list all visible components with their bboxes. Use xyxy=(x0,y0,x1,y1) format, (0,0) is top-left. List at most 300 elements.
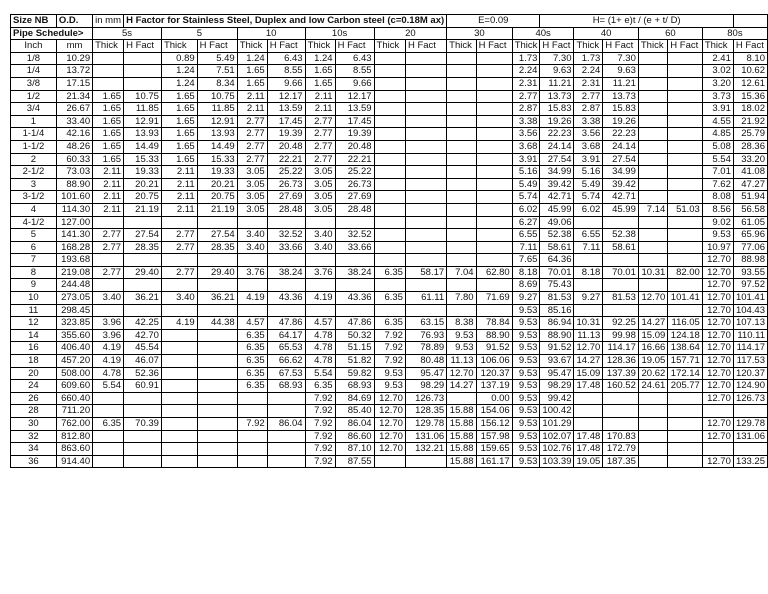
h-factor-cell xyxy=(668,392,703,405)
thickness-cell: 6.35 xyxy=(305,380,335,393)
thickness-cell: 2.77 xyxy=(161,241,197,254)
table-row xyxy=(11,380,768,393)
h-factor-cell xyxy=(197,455,237,468)
h-factor-cell: 12.17 xyxy=(335,90,374,103)
od-cell: 141.30 xyxy=(56,229,92,242)
table-row xyxy=(11,52,768,65)
thickness-cell: 7.62 xyxy=(702,178,733,191)
thickness-cell xyxy=(374,178,405,191)
thickness-cell: 2.77 xyxy=(237,153,267,166)
h-factor-cell xyxy=(668,153,703,166)
h-factor-cell: 22.21 xyxy=(267,153,305,166)
thick-header: Thick xyxy=(574,40,603,53)
h-factor-cell: 80.48 xyxy=(405,355,446,368)
table-row xyxy=(11,304,768,317)
thickness-cell: 1.24 xyxy=(305,52,335,65)
thickness-cell: 4.85 xyxy=(702,128,733,141)
h-factor-cell: 28.48 xyxy=(267,203,305,216)
h-factor-cell: 137.39 xyxy=(603,367,639,380)
h-factor-cell xyxy=(405,166,446,179)
h-factor-cell: 60.91 xyxy=(124,380,162,393)
thickness-cell xyxy=(305,304,335,317)
h-factor-cell: 86.04 xyxy=(267,418,305,431)
thickness-cell xyxy=(574,418,603,431)
hfact-header: H Fact xyxy=(197,40,237,53)
h-factor-cell: 20.21 xyxy=(124,178,162,191)
h-factor-cell xyxy=(476,90,512,103)
thickness-cell: 6.35 xyxy=(237,355,267,368)
thickness-cell: 1.65 xyxy=(161,90,197,103)
thickness-cell xyxy=(374,304,405,317)
size-cell: 6 xyxy=(11,241,57,254)
h-factor-cell: 131.06 xyxy=(405,430,446,443)
h-factor-cell xyxy=(405,203,446,216)
thickness-cell xyxy=(447,77,476,90)
h-factor-cell: 12.91 xyxy=(197,115,237,128)
h-factor-cell: 81.53 xyxy=(540,292,574,305)
h-factor-cell: 38.24 xyxy=(267,266,305,279)
size-cell: 32 xyxy=(11,430,57,443)
h-factor-cell: 49.06 xyxy=(540,216,574,229)
h-factor-cell xyxy=(476,304,512,317)
thickness-cell xyxy=(374,103,405,116)
thickness-cell xyxy=(374,166,405,179)
thickness-cell xyxy=(638,405,667,418)
h-factor-cell xyxy=(124,216,162,229)
h-factor-cell: 17.45 xyxy=(267,115,305,128)
thickness-cell: 2.11 xyxy=(305,90,335,103)
thickness-cell xyxy=(447,166,476,179)
h-factor-cell: 156.12 xyxy=(476,418,512,431)
od-cell: 26.67 xyxy=(56,103,92,116)
h-factor-cell xyxy=(405,128,446,141)
thickness-cell: 12.70 xyxy=(374,405,405,418)
h-factor-cell: 102.76 xyxy=(540,443,574,456)
h-factor-cell: 26.73 xyxy=(267,178,305,191)
thickness-cell: 5.54 xyxy=(305,367,335,380)
h-factor-cell xyxy=(603,216,639,229)
h-factor-cell xyxy=(267,430,305,443)
h-factor-cell: 36.21 xyxy=(197,292,237,305)
h-factor-cell xyxy=(197,367,237,380)
h-factor-cell: 102.07 xyxy=(540,430,574,443)
thickness-cell: 4.57 xyxy=(305,317,335,330)
thickness-cell: 2.41 xyxy=(702,52,733,65)
size-cell: 4-1/2 xyxy=(11,216,57,229)
h-factor-cell xyxy=(476,115,512,128)
od-cell: 762.00 xyxy=(56,418,92,431)
h-factor-cell: 110.11 xyxy=(733,329,767,342)
od-cell: 48.26 xyxy=(56,140,92,153)
thickness-cell xyxy=(237,216,267,229)
thickness-cell xyxy=(93,304,124,317)
thickness-cell xyxy=(447,241,476,254)
thick-header: Thick xyxy=(305,40,335,53)
h-factor-cell: 5.49 xyxy=(197,52,237,65)
thickness-cell: 3.38 xyxy=(574,115,603,128)
thickness-cell: 20.62 xyxy=(638,367,667,380)
h-factor-cell: 86.04 xyxy=(335,418,374,431)
h-factor-cell: 129.78 xyxy=(405,418,446,431)
h-factor-cell: 26.73 xyxy=(335,178,374,191)
h-factor-cell: 28.35 xyxy=(197,241,237,254)
h-factor-cell: 106.06 xyxy=(476,355,512,368)
thickness-cell xyxy=(574,279,603,292)
size-cell: 8 xyxy=(11,266,57,279)
size-cell: 28 xyxy=(11,405,57,418)
h-factor-cell xyxy=(668,128,703,141)
thickness-cell xyxy=(161,355,197,368)
h-factor-cell: 11.85 xyxy=(197,103,237,116)
hfact-header: H Fact xyxy=(124,40,162,53)
thickness-cell xyxy=(638,65,667,78)
thickness-cell: 1.65 xyxy=(161,140,197,153)
h-factor-cell: 27.54 xyxy=(124,229,162,242)
h-factor-cell xyxy=(668,229,703,242)
thickness-cell: 3.68 xyxy=(574,140,603,153)
h-factor-cell xyxy=(197,418,237,431)
h-factor-cell xyxy=(124,52,162,65)
thickness-cell xyxy=(447,52,476,65)
table-row xyxy=(11,229,768,242)
size-cell: 30 xyxy=(11,418,57,431)
thickness-cell: 3.40 xyxy=(305,241,335,254)
thickness-cell xyxy=(161,216,197,229)
thickness-cell: 8.69 xyxy=(512,279,540,292)
thickness-cell: 5.49 xyxy=(512,178,540,191)
h-factor-cell xyxy=(335,254,374,267)
h-factor-cell: 21.19 xyxy=(197,203,237,216)
thick-header: Thick xyxy=(161,40,197,53)
h-factor-cell xyxy=(405,140,446,153)
thickness-cell xyxy=(638,304,667,317)
h-factor-cell: 19.33 xyxy=(124,166,162,179)
thickness-cell: 6.35 xyxy=(237,367,267,380)
thickness-cell: 12.70 xyxy=(447,367,476,380)
h-factor-cell: 51.82 xyxy=(335,355,374,368)
h-factor-cell: 47.86 xyxy=(335,317,374,330)
h-factor-cell: 14.49 xyxy=(124,140,162,153)
thickness-cell xyxy=(161,304,197,317)
h-factor-cell: 159.65 xyxy=(476,443,512,456)
h-factor-cell xyxy=(476,216,512,229)
h-factor-cell: 41.08 xyxy=(733,166,767,179)
thickness-cell: 2.77 xyxy=(161,229,197,242)
thickness-cell: 1.65 xyxy=(93,128,124,141)
h-factor-cell: 47.27 xyxy=(733,178,767,191)
size-cell: 5 xyxy=(11,229,57,242)
table-row xyxy=(11,392,768,405)
thickness-cell xyxy=(574,392,603,405)
thickness-cell xyxy=(93,430,124,443)
h-factor-cell xyxy=(405,191,446,204)
h-factor-cell: 13.93 xyxy=(197,128,237,141)
h-factor-cell: 52.38 xyxy=(540,229,574,242)
thickness-cell: 12.70 xyxy=(374,430,405,443)
h-factor-cell: 86.60 xyxy=(335,430,374,443)
od-cell: 508.00 xyxy=(56,367,92,380)
h-factor-cell: 22.23 xyxy=(540,128,574,141)
h-factor-cell xyxy=(476,140,512,153)
h-factor-cell: 51.15 xyxy=(335,342,374,355)
od-cell: 114.30 xyxy=(56,203,92,216)
h-factor-cell xyxy=(668,52,703,65)
h-factor-cell: 93.55 xyxy=(733,266,767,279)
h-factor-cell xyxy=(124,392,162,405)
table-row xyxy=(11,216,768,229)
thickness-cell: 9.53 xyxy=(512,392,540,405)
thickness-cell xyxy=(638,90,667,103)
h-factor-cell xyxy=(603,279,639,292)
thickness-cell: 9.53 xyxy=(512,455,540,468)
sheet-title: H Factor for Stainless Steel, Duplex and low Carbon steel (c=0.18M ax) xyxy=(124,15,447,28)
thickness-cell: 7.11 xyxy=(512,241,540,254)
thickness-cell: 1.65 xyxy=(93,115,124,128)
h-factor-cell: 172.14 xyxy=(668,367,703,380)
size-cell: 26 xyxy=(11,392,57,405)
thickness-cell: 2.77 xyxy=(574,90,603,103)
size-cell: 9 xyxy=(11,279,57,292)
h-factor-cell xyxy=(335,304,374,317)
h-factor-cell: 9.66 xyxy=(267,77,305,90)
h-factor-cell xyxy=(668,166,703,179)
thickness-cell: 15.09 xyxy=(574,367,603,380)
thickness-cell: 3.40 xyxy=(237,229,267,242)
h-factor-cell: 11.85 xyxy=(124,103,162,116)
h-factor-cell xyxy=(668,65,703,78)
thickness-cell xyxy=(93,443,124,456)
table-row xyxy=(11,254,768,267)
h-factor-cell xyxy=(124,254,162,267)
thickness-cell: 9.53 xyxy=(512,430,540,443)
h-factor-cell: 95.47 xyxy=(540,367,574,380)
hfact-header: H Fact xyxy=(405,40,446,53)
thickness-cell: 6.55 xyxy=(512,229,540,242)
thickness-cell: 7.92 xyxy=(305,455,335,468)
thickness-cell: 2.11 xyxy=(161,203,197,216)
thickness-cell: 2.77 xyxy=(237,140,267,153)
thickness-cell xyxy=(638,140,667,153)
thickness-cell: 14.27 xyxy=(574,355,603,368)
thickness-cell: 7.01 xyxy=(702,166,733,179)
h-factor-cell: 27.54 xyxy=(603,153,639,166)
h-factor-cell: 29.40 xyxy=(197,266,237,279)
od-cell: 33.40 xyxy=(56,115,92,128)
h-factor-cell: 15.83 xyxy=(603,103,639,116)
h-factor-cell: 133.25 xyxy=(733,455,767,468)
h-factor-cell: 20.75 xyxy=(124,191,162,204)
h-factor-cell xyxy=(668,216,703,229)
thickness-cell: 1.65 xyxy=(237,77,267,90)
thickness-cell: 12.70 xyxy=(702,266,733,279)
h-factor-cell xyxy=(668,103,703,116)
thickness-cell xyxy=(638,455,667,468)
table-row xyxy=(11,203,768,216)
thickness-cell: 9.27 xyxy=(512,292,540,305)
h-factor-cell: 21.92 xyxy=(733,115,767,128)
h-factor-cell xyxy=(405,241,446,254)
h-factor-cell: 42.71 xyxy=(603,191,639,204)
od-cell: 244.48 xyxy=(56,279,92,292)
thickness-cell: 5.74 xyxy=(574,191,603,204)
thickness-cell: 1.24 xyxy=(237,52,267,65)
h-factor-cell: 52.36 xyxy=(124,367,162,380)
thickness-cell: 1.65 xyxy=(161,153,197,166)
h-factor-cell: 51.03 xyxy=(668,203,703,216)
od-cell: 609.60 xyxy=(56,380,92,393)
h-factor-cell xyxy=(124,430,162,443)
thickness-cell xyxy=(374,140,405,153)
h-factor-cell: 92.25 xyxy=(603,317,639,330)
spreadsheet xyxy=(10,14,768,468)
thickness-cell: 14.27 xyxy=(447,380,476,393)
h-factor-cell xyxy=(668,191,703,204)
thickness-cell xyxy=(447,216,476,229)
h-factor-cell xyxy=(405,65,446,78)
thickness-cell xyxy=(447,153,476,166)
thickness-cell xyxy=(305,216,335,229)
h-factor-cell: 70.01 xyxy=(603,266,639,279)
table-row xyxy=(11,166,768,179)
h-factor-cell: 19.26 xyxy=(603,115,639,128)
thickness-cell: 3.05 xyxy=(237,191,267,204)
size-cell: 1/2 xyxy=(11,90,57,103)
thickness-cell: 7.92 xyxy=(305,405,335,418)
thickness-cell xyxy=(447,115,476,128)
table-row xyxy=(11,292,768,305)
table-row xyxy=(11,443,768,456)
h-factor-cell xyxy=(124,455,162,468)
od-cell: 323.85 xyxy=(56,317,92,330)
h-factor-cell: 205.77 xyxy=(668,380,703,393)
h-factor-cell: 95.47 xyxy=(405,367,446,380)
thickness-cell xyxy=(447,203,476,216)
thickness-cell: 3.91 xyxy=(512,153,540,166)
thickness-cell: 2.11 xyxy=(161,191,197,204)
h-factor-cell: 120.37 xyxy=(476,367,512,380)
h-factor-cell: 160.52 xyxy=(603,380,639,393)
thickness-cell xyxy=(574,254,603,267)
table-row xyxy=(11,140,768,153)
table-row xyxy=(11,317,768,330)
h-factor-cell: 0.00 xyxy=(476,392,512,405)
thickness-cell: 3.40 xyxy=(161,292,197,305)
h-factor-cell: 12.91 xyxy=(124,115,162,128)
thickness-cell: 2.11 xyxy=(237,103,267,116)
thickness-cell: 12.70 xyxy=(702,380,733,393)
title-row xyxy=(11,15,768,28)
h-factor-cell: 10.75 xyxy=(124,90,162,103)
thickness-cell xyxy=(161,392,197,405)
thickness-cell xyxy=(638,153,667,166)
h-factor-cell: 103.39 xyxy=(540,455,574,468)
h-factor-cell: 28.36 xyxy=(733,140,767,153)
thickness-cell xyxy=(374,191,405,204)
thickness-cell xyxy=(638,103,667,116)
h-factor-cell xyxy=(267,304,305,317)
thickness-cell: 2.77 xyxy=(237,115,267,128)
h-factor-cell xyxy=(668,254,703,267)
thickness-cell: 3.76 xyxy=(237,266,267,279)
h-factor-cell: 99.98 xyxy=(603,329,639,342)
h-factor-cell: 64.36 xyxy=(540,254,574,267)
h-factor-cell xyxy=(267,443,305,456)
table-row xyxy=(11,90,768,103)
h-factor-cell: 10.62 xyxy=(733,65,767,78)
thickness-cell: 12.70 xyxy=(702,254,733,267)
h-factor-cell: 52.38 xyxy=(603,229,639,242)
thickness-cell: 2.11 xyxy=(93,166,124,179)
thickness-cell: 17.48 xyxy=(574,380,603,393)
thickness-cell xyxy=(638,52,667,65)
h-factor-cell: 81.53 xyxy=(603,292,639,305)
h-factor-cell xyxy=(405,178,446,191)
h-factor-cell: 29.40 xyxy=(124,266,162,279)
schedule-60: 60 xyxy=(638,27,702,40)
thickness-cell: 11.13 xyxy=(447,355,476,368)
thickness-cell: 1.65 xyxy=(161,115,197,128)
thickness-cell: 3.05 xyxy=(305,166,335,179)
h-factor-cell xyxy=(603,254,639,267)
table-row xyxy=(11,329,768,342)
thickness-cell: 15.88 xyxy=(447,443,476,456)
thickness-cell xyxy=(447,254,476,267)
h-factor-cell: 137.19 xyxy=(476,380,512,393)
h-factor-cell: 58.17 xyxy=(405,266,446,279)
thickness-cell: 3.05 xyxy=(305,191,335,204)
h-factor-cell xyxy=(733,405,767,418)
title-row-end xyxy=(733,15,767,28)
thickness-cell xyxy=(638,279,667,292)
od-cell: 10.29 xyxy=(56,52,92,65)
thickness-cell: 9.53 xyxy=(512,342,540,355)
thickness-cell: 4.19 xyxy=(237,292,267,305)
h-factor-cell: 132.21 xyxy=(405,443,446,456)
od-cell: 193.68 xyxy=(56,254,92,267)
h-factor-cell: 61.11 xyxy=(405,292,446,305)
thickness-cell: 12.70 xyxy=(702,367,733,380)
h-factor-cell: 64.17 xyxy=(267,329,305,342)
thickness-cell: 8.38 xyxy=(447,317,476,330)
thickness-cell: 7.92 xyxy=(374,355,405,368)
h-factor-cell xyxy=(405,455,446,468)
h-factor-cell: 99.42 xyxy=(540,392,574,405)
h-factor-cell: 76.93 xyxy=(405,329,446,342)
h-factor-cell: 14.49 xyxy=(197,140,237,153)
h-factor-cell: 12.17 xyxy=(267,90,305,103)
thickness-cell: 5.16 xyxy=(574,166,603,179)
od-cell: 60.33 xyxy=(56,153,92,166)
thickness-cell xyxy=(93,52,124,65)
thickness-cell: 4.78 xyxy=(305,329,335,342)
h-factor-cell: 154.06 xyxy=(476,405,512,418)
h-factor-cell: 78.89 xyxy=(405,342,446,355)
h-factor-table xyxy=(10,14,768,468)
od-cell: 863.60 xyxy=(56,443,92,456)
h-factor-cell xyxy=(405,103,446,116)
thickness-cell xyxy=(93,279,124,292)
thickness-cell: 1.65 xyxy=(93,103,124,116)
h-factor-cell: 75.43 xyxy=(540,279,574,292)
schedule-5: 5 xyxy=(161,27,237,40)
thickness-cell: 17.48 xyxy=(574,443,603,456)
h-factor-cell: 84.69 xyxy=(335,392,374,405)
h-factor-cell: 187.35 xyxy=(603,455,639,468)
table-row xyxy=(11,430,768,443)
table-row xyxy=(11,418,768,431)
h-factor-cell xyxy=(476,279,512,292)
size-cell: 1 xyxy=(11,115,57,128)
